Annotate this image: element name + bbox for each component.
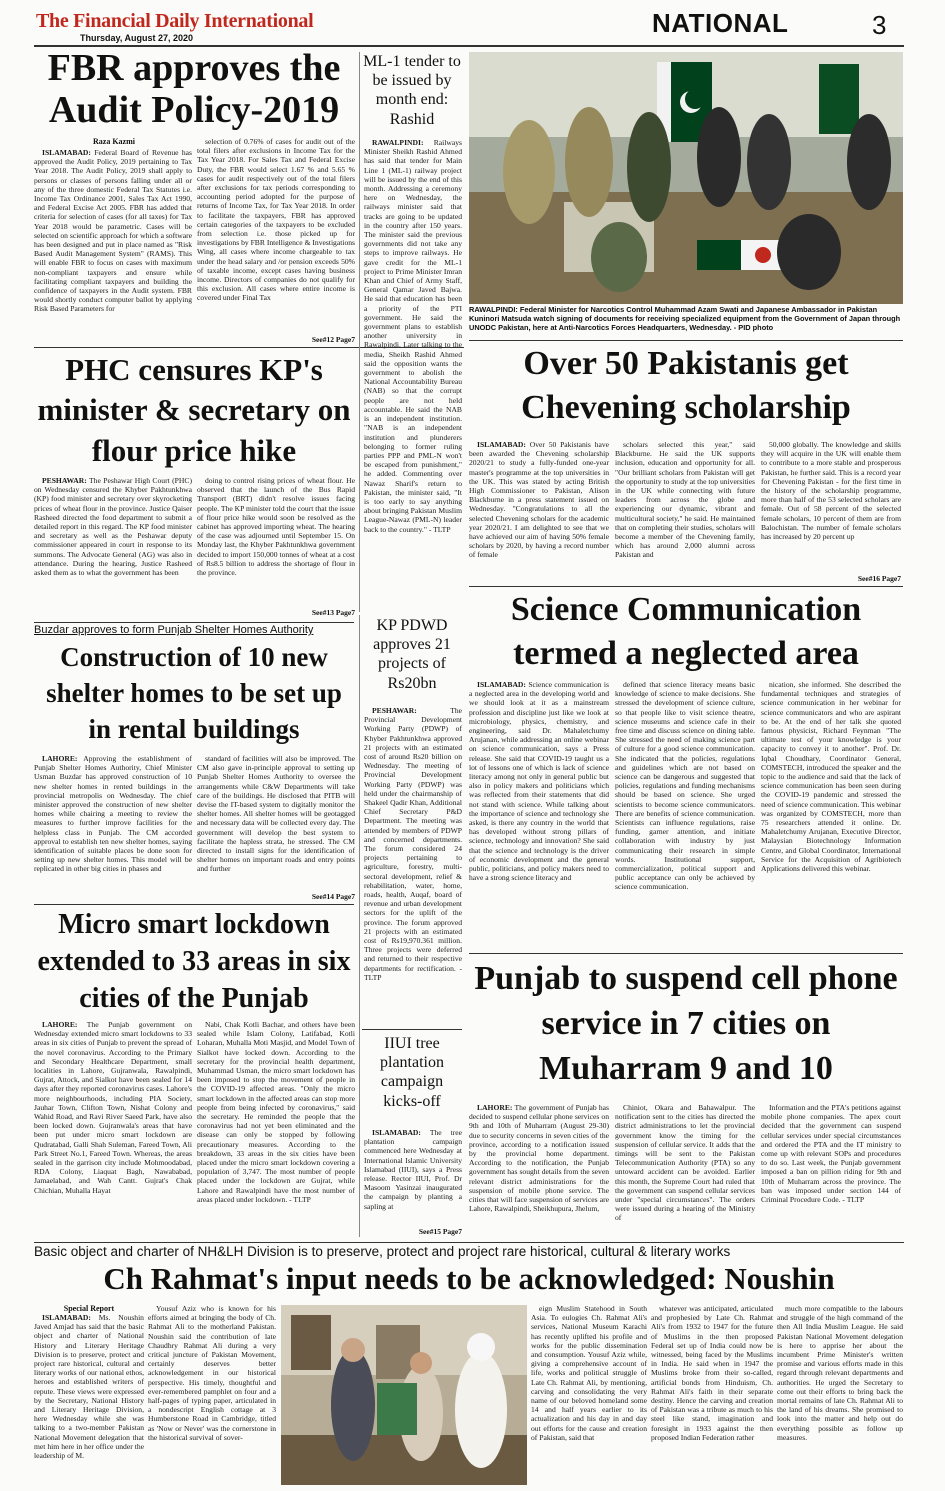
rahmat-text-1: Ms. Noushin Javed Amjad has said that the basic object and charter of National History and Literary Heritage Division is to preserve, protect and project rare historical, cultural and literary works of our national ethos, heroes and established writers of repute. These views were expressed by the Secretary, National History and Literary Heritage Division, here Wednesday while she was talking to a two-member Pakistan National Movement delegation that met him here in her office under the leadership of M. bbox=[34, 1313, 144, 1461]
rahmat-column-5 bbox=[777, 1304, 903, 1485]
fbr-continued: See#12 Page7 bbox=[311, 335, 355, 344]
phc-text-2: doing to control rising prices of wheat flour. He observed that the launch of the Bus Rapid Transport (BRT) didn't resolve issues facing people. The KP minister told the court that the issue of flour price hike would soon be resolved as the cabinet has approved importing wheat. The hearing of the case was adjourned until September 15. On Monday last, the Khyber Pakhtunkhwa government decided to import 150,000 tonnes of wheat at a cost of Rs8.5 billion to address the shortage of flour in the province. bbox=[197, 476, 355, 578]
rahmat-banner: Basic object and charter of NH&LH Division is to preserve, protect and project rare historical, cultural & literary works bbox=[34, 1244, 731, 1259]
column-divider bbox=[359, 1032, 360, 1237]
shelter-dateline: LAHORE: bbox=[42, 754, 78, 763]
fbr-column-1 bbox=[34, 148, 192, 344]
punjabcell-text-1: The government of Punjab has decided to suspend cellular phone services on 9th and 10th of Muharram (August 29-30) due to security concerns in seven cities of the province, according to a notification issued by the provincial home department. According to the notification, the Punjab government has sought details from the seven relevant district administrations for the suspension of mobile phone service. The cities that will face suspension of services are Lahore, Rawalpindi, Sheikhupura, Jhelum, bbox=[469, 1103, 609, 1214]
kppdwd-text: The Provincial Development Working Party (PDWP) of Khyber Pakhtunkhwa approved 21 projects with an estimated cost of around Rs20 billion on Wednesday. The meeting of Provincial Development Working Party (PDWP) was held under the chairmanship of Shakeel Qadir Khan, Additional Chief Secretary P&D Department. The meeting was attended by members of PDWP and concerned departments. The forum considered 24 projects pertaining to agriculture, forestry, multi-sectoral development, relief & rehabilitation, water, home, roads, health, Auqaf, board of revenue and urban development sectors for the uplift of the province. The forum approved 21 projects with an estimated cost of Rs19,970.361 million. Three projects were deferred and returned to their respective departments for rectification. - TLTP bbox=[364, 706, 462, 982]
scicomm-column-1 bbox=[469, 680, 609, 950]
kppdwd-headline: KP PDWD approves 21 projects of Rs20bn bbox=[373, 617, 451, 692]
shelter-continued: See#14 Page7 bbox=[311, 892, 355, 901]
scicomm-column-3 bbox=[761, 680, 901, 950]
punjabcell-column-1 bbox=[469, 1103, 609, 1238]
punjabcell-text-3: Information and the PTA's petitions against mobile phone companies. The apex court decided that the government can suspend cellular services under special circumstances and ordered the PTA and the IT ministry to come up with relevant SOPs and procedures to do so. Last week, the Punjab government imposed a ban on pillion riding for 9th and 10th of Muharram across the province. The ban was imposed under section 144 of Criminal Procedure Code. - TLTP bbox=[761, 1103, 901, 1205]
rahmat-meeting-illustration bbox=[281, 1305, 527, 1485]
scicomm-text-1: Science communication is a neglected area in the developing world and we should look at it as a mainstream profession and discipline just like we look at microbiology, physics, chemistry, and engineering, said Dr. Mahaletchumy Arujanan, while addressing an online webinar on science communication, says a Press release. She said that COVID-19 taught us a lot of lessons one of which is lack of science literacy among not only in general public but also in policy makers and politicians which was reflected from their statements that did not stand with science. While talking about the importance of science and technology she asked, is there any country in the world that has developed without strong pillars of science, technology and innovation? She said that the science and technology is the driver of economic development and the general public, politicians, and policy makers need to have a strong science literacy and bbox=[469, 680, 609, 883]
chevening-column-3 bbox=[761, 440, 901, 574]
iiui-continued: See#15 Page7 bbox=[418, 1227, 462, 1236]
rahmat-text-5: much more compatible to the labours and struggle of the high command of the then All India Muslim League. He said Pakistan National Movement delegation is here to apprise her about the incumbent Prime Minister's written promise and various efforts made in this regard through relevant departments and authorities. He urged the Secretary to come out their efforts to bring back the mortal remains of late Ch. Rahmat Ali to the land of his dreams. She promised to look into the matter and help out do everything possible as follow up measures. bbox=[777, 1304, 903, 1442]
narcotics-ceremony-photo bbox=[469, 52, 903, 304]
rahmat-text-4: whatever was anticipated, articulated and prophesied by Late Ch. Rahmat Ali's from 1932 to 1947 for the future of Muslims in the then proposed Federal set up of India could now be witnessed, being faced by the Muslims in India. He said when in 1947 the Muslims broke from their so-called, artificial bonds from Hinduism, Ch. Rahmat Ali's faith in their separate destiny. Hence the carving and creation of Pakistan was a tribute as much to his steel like stand, imagination and foresight in 1933 against the then proposed Indian Federation rather bbox=[651, 1304, 773, 1442]
lockdown-text-2: Nabi, Chak Kotli Bachar, and others have been sealed while Islam Colony, Latifabad, Kotli Loharan, Muhalla Moti Masjid, and Model Town of Sialkot have locked down. According to the secretary for the provincial health department, Muhammad Usman, the micro smart lockdown has been imposed to stop the movement of people in the COVID-19 affected areas. "Only the micro smart lockdown in the affected areas can stop more people from being infected by coronavirus," said the secretary. He reminded the people that the coronavirus had not yet been eliminated and the disease can only be stopped by following precautionary measures. According to the breakdown, 33 areas in the six cities have been placed under the micro smart lockdown covering a population of 3,747. The most number of people placed under the lockdown are Gujrat, while Lahore and Rawalpindi have the most number of areas placed under lockdown. - TLTP bbox=[197, 1020, 355, 1204]
fbr-text-2: selection of 0.76% of cases for audit out of the total filers after exclusions in Income Tax for the Tax Year 2018. For Sales Tax and Federal Excise Duty, the FBR would select 1.67 % and 5.65 % cases for audit respectively out of the total filers after exclusions for tax periods corresponding to accounting period adopted for the purpose of returns of Income Tax, for Tax Year 2018. In order to facilitate the taxpayers, FBR has approved certain categories of the taxpayers to be excluded from selection i.e. those picked up for investigations by FBR Intelligence & Investigations Wing, all cases where income chargeable to tax under the head salary and /or pension exceeds 50% of taxable income, except cases having business income. Directors of companies do not qualify for this exclusion. All cases where entire income is covered under Final Tax bbox=[197, 137, 355, 303]
chevening-text-2: scholars selected this year," said Blackburne. He said the UK supports inclusion, education and opportunity for all. "Our brilliant scholars from Pakistan will get the opportunity to study at the top universities in the UK while connecting with future leaders from across the globe and experiencing our dynamic, vibrant and multicultural society," he said. He maintained that on completing their studies, scholars will become a member of the Chevening family, which has around 2,000 alumni across Pakistan and bbox=[615, 440, 755, 560]
issue-date: Thursday, August 27, 2020 bbox=[80, 33, 194, 43]
chevening-text-3: 50,000 globally. The knowledge and skills they will acquire in the UK will enable them to contribute to a more stable and prosperous Pakistan, he further said. This is a record year for Chevening Pakistan - for the first time in the history of the scholarship programme, more than half of the 53 selected scholars are female. Out of 58 percent of the selected female scholars, 10 percent of them are from Balochistan. The number of female scholars has increased by 20 percent up bbox=[761, 440, 901, 542]
chevening-column-2 bbox=[615, 440, 755, 584]
shelter-column-1 bbox=[34, 754, 192, 900]
iiui-headline: IIUI tree plantation campaign kicks-off bbox=[380, 1035, 444, 1110]
rahmat-meeting-photo bbox=[281, 1305, 527, 1485]
ml1-text: Railways Minister Sheikh Rashid Ahmed has said that tender for Main Line 1 (ML-1) railway project will be issued by the end of this month. Addressing a ceremony here on Wednesday, the railways minister said that tracks are going to be updated in the country after 150 years. The minister said the previous governments did not take any steps to improve railways. He gave credit for the ML-1 project to Prime Minister Imran Khan and Chief of Army Staff, General Qamar Javed Bajwa. He said that education has been a priority of the PTI government. He said the government plans to establish another university in Rawalpindi. Later talking to the media, Sheikh Rashid Ahmed said the opposition wants the government to abolish the National Accountability Bureau (NAB) so that the corrupt people are not held accountable. He said the NAB is an independent institution. "NAB is an independent institution and plunderers belonging to former ruling parties PPP and PML-N won't be escaped from punishment," he added. Commenting over Nawaz Sharif's return to Pakistan, the minister said, "It is too early to say anything about bringing Pakistan Muslim League-Nawaz (PML-N) leader back to the country." - TLTP bbox=[364, 138, 462, 534]
divider bbox=[34, 904, 354, 905]
chevening-column-1 bbox=[469, 440, 609, 584]
rahmat-text-3: eign Muslim Statehood in South Asia. To eulogies Ch. Rahmat Ali's services, National Museum Karachi has recently uplifted his profile and works for the public dissemination and consumption. Yousuf Aziz while, giving a comprehensive account of life, works and political struggle of Late Ch. Rahmat Ali, by mentioning, carving and consolidating the very name of our beloved homeland some 14 and half years earlier to its actualization and his day in and day out efforts for the cause and creation of Pakistan, said that bbox=[531, 1304, 647, 1442]
fbr-dateline: ISLAMABAD: bbox=[42, 148, 91, 157]
lockdown-dateline: LAHORE: bbox=[42, 1020, 78, 1029]
column-divider bbox=[359, 52, 360, 612]
photo-caption: RAWALPINDI: Federal Minister for Narcotics Control Muhammad Azam Swati and Japanese Ambassador in Pakistan Kuninori Matsuda watch signing of documents for receiving specialized equipment from the Government of Japan through UNODC Pakistan, here at Anti-Narcotics Forces Headquarters, Wednesday. - PID photo bbox=[469, 305, 901, 332]
punjabcell-headline: Punjab to suspend cell phone service in 7 cities on Muharram 9 and 10 bbox=[474, 960, 898, 1088]
scicomm-text-2: defined that science literacy means basic knowledge of science to make decisions. She stressed the development of science culture, so that people like to visit science theatre, science museums and science cafe in their free time and discuss science on dining table. She stressed the need of making science part of culture for a good science communication. She indicated that the policies, regulations and guidelines which are not based on science can be dangerous and suggested that policies, regulations and funding mechanisms should be based on science. She urged scientists to become science communicators. There are benefits of science communication. Scientists can influence regulations, raise funding, garner attention, and initiate collaboration with industry by just communicating their research in simple words. Institutional support, commercialization, political support and public acceptance can only be achieved by science communication. bbox=[615, 680, 755, 892]
ml1-dateline: RAWALPINDI: bbox=[372, 138, 424, 147]
punjabcell-column-3 bbox=[761, 1103, 901, 1238]
rahmat-byline: Special Report bbox=[63, 1304, 115, 1313]
divider bbox=[362, 1029, 462, 1030]
rahmat-headline: Ch Rahmat's input needs to be acknowledged: Noushin bbox=[103, 1261, 835, 1296]
shelter-kicker: Buzdar approves to form Punjab Shelter Homes Authority bbox=[34, 624, 314, 636]
phc-headline: PHC censures KP's minister & secretary on flour price hike bbox=[37, 352, 351, 468]
ml1-headline: ML-1 tender to be issued by month end: Rashid bbox=[363, 53, 461, 128]
iiui-text: The tree plantation campaign commenced here Wednesday at International Islamic University Islamabad (IIUI), says a Press release. Rector IIUI, Prof. Dr Masoom Yasinzai inaugurated the campaign by planting a sapling at bbox=[364, 1128, 462, 1211]
divider bbox=[34, 1242, 904, 1243]
lockdown-headline: Micro smart lockdown extended to 33 areas in six cities of the Punjab bbox=[37, 909, 351, 1015]
shelter-column-2 bbox=[197, 754, 355, 892]
scicomm-dateline: ISLAMABAD: bbox=[477, 680, 526, 689]
chevening-headline: Over 50 Pakistanis get Chevening scholarship bbox=[521, 345, 851, 427]
fbr-text-1: Federal Board of Revenue has approved the Audit Policy, 2019 pertaining to Tax Year 2018. The Audit Policy, 2019 shall apply to persons or classes of persons falling under all or any of the three domestic Federal Tax Statutes i.e. Income Tax Ordinance 2001, Sales Tax Act 1990, and Federal Excise Act 2005. FBR has added that criteria for selection of cases (for all taxes) for Tax Year 2018 would be parametric. Cases will be selected on scientific approach for which a software has been designed and put in place named as "Risk Based Audit Management System" (RAMS). This will enable FBR to focus on cases with maximum non-compliant taxpayers and ensure while facilitating compliant taxpayers and building the confidence of taxpayers in the Audit system. FBR would shortly conduct computer ballot by applying Risk Based Parameters for bbox=[34, 148, 192, 314]
section-name: NATIONAL bbox=[652, 8, 789, 38]
phc-column-2 bbox=[197, 476, 355, 608]
kppdwd-column bbox=[364, 706, 462, 1026]
iiui-dateline: ISLAMABAD: bbox=[372, 1128, 421, 1137]
newspaper-name: The Financial Daily International bbox=[36, 10, 314, 32]
chevening-dateline: ISLAMABAD: bbox=[477, 440, 526, 449]
divider bbox=[469, 586, 903, 587]
rahmat-column-2 bbox=[148, 1304, 276, 1485]
phc-column-1 bbox=[34, 476, 192, 616]
divider bbox=[34, 622, 354, 623]
lockdown-text-1: The Punjab government on Wednesday extended micro smart lockdowns to 33 areas in six cities of Punjab to prevent the spread of the novel coronavirus. According to the Primary and Secondary Healthcare Department, small localities in Lahore, Gujranwala, Rawalpindi, Gujrat, Attock, and Sialkot have been sealed for 14 days after they reported coronavirus cases. Lahore's more neighbourhoods, including PIA Society, Jauhar Town, Clifton Town, Nishat Colony and Wahid Road, and Ravi River Saeed Park, have also been locked down. Gujranwala's areas that have been put under micro smart lockdown are Qudratabad, Galli Shah Suleman, Fareed Town, Ali Park Street No.1, Fareed Town. Whereas, the areas sealed in the garrison city include Mohmoodabad, RDA Colony, Liaquat Bagh, Nawababad, Jamaelabad, and Wah Cantt. Gujrat's Chak Chichian, Muhalla Hayat bbox=[34, 1020, 192, 1195]
scicomm-column-2 bbox=[615, 680, 755, 950]
shelter-text-2: standard of facilities will also be improved. The CM also gave in-principle approval to setting up Punjab Shelter Homes Authority to oversee the arrangements while C&W Departments will take care of the buildings. He disclosed that PITB will devise the IT-based system to digitally monitor the shelter homes. All shelter homes will be geotagged and necessary data will be collected every day. The government will develop the best system to facilitate the hapless strata, he stressed. The CM directed to install signs for the identification of shelter homes on important roads and entry points and further bbox=[197, 754, 355, 874]
lockdown-column-1 bbox=[34, 1020, 192, 1238]
fbr-column-2 bbox=[197, 137, 355, 335]
scicomm-text-3: nication, she informed. She described the fundamental techniques and strategies of science communication in her webinar for science communicators and who are aspirant to be. At the end of her talk she quoted famous physicist, Richard Feynman "The ultimate test of your knowledge is your capacity to convey it to another". Prof. Dr. Iqbal Choudhary, Coordinator General, COMSTECH, introduced the speaker and the topic to the audience and said that the lack of science communication has been seen during the COVID-19 pandemic and stressed the need of science communication. This webinar was organized by COMSTECH, more than 75 researchers attended it online. Dr. Mahaletchumy Arujanan, Executive Director, Malaysian Biotechnology Information Centre, and Global Coordinator, International Service for the Acquisition of Agribiotech Applications delivered this webinar. bbox=[761, 680, 901, 874]
phc-continued: See#13 Page7 bbox=[311, 608, 355, 617]
ml1-column bbox=[364, 138, 462, 608]
kppdwd-dateline: PESHAWAR: bbox=[372, 706, 417, 715]
shelter-headline: Construction of 10 new shelter homes to be set up in rental buildings bbox=[46, 642, 342, 744]
divider bbox=[469, 953, 903, 954]
divider bbox=[469, 340, 903, 341]
rahmat-dateline: ISLAMABAD: bbox=[42, 1313, 91, 1322]
phc-dateline: PESHAWAR: bbox=[42, 476, 87, 485]
chevening-text-1: Over 50 Pakistanis have been awarded the Chevening scholarship 2020/21 to study a fully-funded one-year master's programme at the top universities in the UK. This was stated by acting British High Commissioner to Pakistan, Alison Blackburne in a press statement issued on Wednesday. "Congratulations to all the selected Chevening scholars for the academic year 2020/21. I am delighted to see that we have achieved our aim of having 50% female scholars by 2020, by having a record number of female bbox=[469, 440, 609, 560]
punjabcell-text-2: Chiniot, Okara and Bahawalpur. The notification sent to the cities has directed the district administrations to let the provincial government know the timing for the suspension of cellular service. It adds that the timings will be sent to the Pakistan Telecommunication Authority (PTA) so any untoward accident can be avoided. Earlier this month, the Supreme Court had ruled that the government can suspend cellular services under "special circumstances". The orders were issued during a hearing of the Ministry of bbox=[615, 1103, 755, 1223]
punjabcell-column-2 bbox=[615, 1103, 755, 1238]
rahmat-column-1 bbox=[34, 1313, 144, 1485]
rahmat-text-2: Yousuf Aziz who is known for his efforts aimed at bringing the body of Ch. Rahmat Ali to the motherland Pakistan. Noushin said the contribution of late Chaudhry Rahmat Ali during a very critical juncture of Pakistan Movement, certainly deserves better acknowledgement in our historical perspective. His timely, thoughtful and ever-remembered pamphlet on four and a half-pages of typing paper, articulated in a nondescript English cottage at 3 Humberstone Road in Cambridge, titled as 'Now or Never' was the cornerstone in the historical survival of sover- bbox=[148, 1304, 276, 1442]
iiui-column bbox=[364, 1128, 462, 1228]
punjabcell-dateline: LAHORE: bbox=[477, 1103, 513, 1112]
phc-text-1: The Peshawar High Court (PHC) on Wednesday censured the Khyber Pakhtunkhwa (KP) food minister and secretary over skyrocketing prices of wheat flour in the province. Justice Qaiser Rasheed directed the food department to submit a detailed report in this regard. The KP food minister and secretary as well as the Peshawar deputy commissioner appeared in court in response to its summons. The Advocate General (AG) was also in attendance. During the hearing, Justice Rasheed asked them as to what the government has been bbox=[34, 476, 192, 578]
rahmat-column-4 bbox=[651, 1304, 773, 1485]
lockdown-column-2 bbox=[197, 1020, 355, 1238]
column-divider bbox=[359, 615, 360, 1035]
scicomm-headline: Science Communication termed a neglected area bbox=[510, 591, 862, 673]
narcotics-ceremony-illustration bbox=[469, 52, 903, 304]
shelter-text-1: Approving the establishment of Punjab Shelter Homes Authority, Chief Minister Usman Buzdar has approved construction of 10 new shelter homes in rented buildings in the provincial metropolis on Wednesday. The chief minister approved the construction of new shelter homes while chairing a meeting to review the measures to further improve facilities for the helpless class in Punjab. The CM accorded approval to establish ten new shelter homes, saying identification of suitable places be done soon for setting up new shelter homes. This model will be replicated in other big cities in phases and bbox=[34, 754, 192, 874]
fbr-headline: FBR approves the Audit Policy-2019 bbox=[47, 47, 341, 131]
fbr-byline: Raza Kazmi bbox=[93, 137, 135, 146]
page-number: 3 bbox=[872, 10, 887, 40]
rahmat-column-3 bbox=[531, 1304, 647, 1485]
chevening-continued: See#16 Page7 bbox=[857, 574, 901, 583]
